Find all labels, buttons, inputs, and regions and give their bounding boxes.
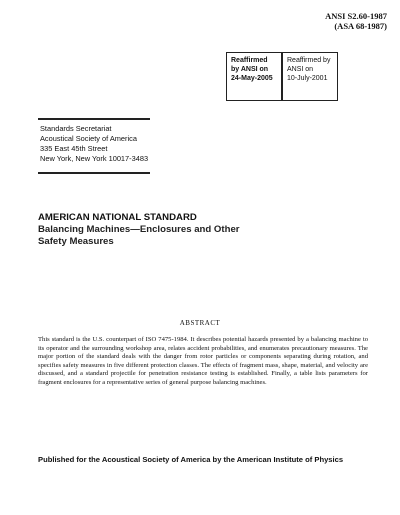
reaffirmed-stamp-2001 [282, 52, 338, 101]
stamp-line: Reaffirmed [231, 57, 268, 64]
address-line: 335 East 45th Street [40, 144, 108, 153]
secretariat-address [40, 124, 148, 164]
abstract-heading: ABSTRACT [179, 319, 221, 327]
stamp-line: 24-May-2005 [231, 75, 273, 82]
stamp-line: ANSI on [287, 66, 314, 73]
stamp-line: 10-July-2001 [287, 75, 328, 82]
stamp-line: Reaffirmed by [287, 57, 331, 64]
address-line: Standards Secretariat [40, 124, 112, 133]
title-line: AMERICAN NATIONAL STANDARD [38, 212, 197, 223]
stamp-line: by ANSI on [231, 66, 269, 73]
document-title [38, 212, 240, 248]
designation-block [325, 11, 387, 31]
publisher-line: Published for the Acoustical Society of America by the American Institute of Physics [38, 455, 344, 464]
abstract-body: This standard is the U.S. counterpart of ISO 7475-1984. It describes potential hazards presented by a balancing machine to its operator and the surrounding workshop area, relates accident probabilities, and enumerates precautionary measures. The major portion of the standard deals with the danger from rotor particles or components separating during rotation, and specifies safety measures in five different protection classes. The effects of fragment mass, shape, material, and velocity are discussed, and a standard projectile for penetration resistance testing is established. Finally, a table lists parameters for fragment enclosures for a representative series of general purpose balancing machines. [38, 336, 368, 386]
address-top-rule [38, 118, 150, 120]
title-line: Balancing Machines—Enclosures and Other [38, 224, 240, 235]
alt-standard-number: (ASA 68-1987) [334, 21, 387, 31]
reaffirmed-stamp-2005 [226, 52, 282, 101]
address-line: Acoustical Society of America [40, 134, 137, 143]
address-line: New York, New York 10017-3483 [40, 154, 149, 163]
title-line: Safety Measures [38, 236, 114, 247]
address-bottom-rule [38, 172, 150, 174]
standard-number: ANSI S2.60-1987 [325, 11, 387, 21]
